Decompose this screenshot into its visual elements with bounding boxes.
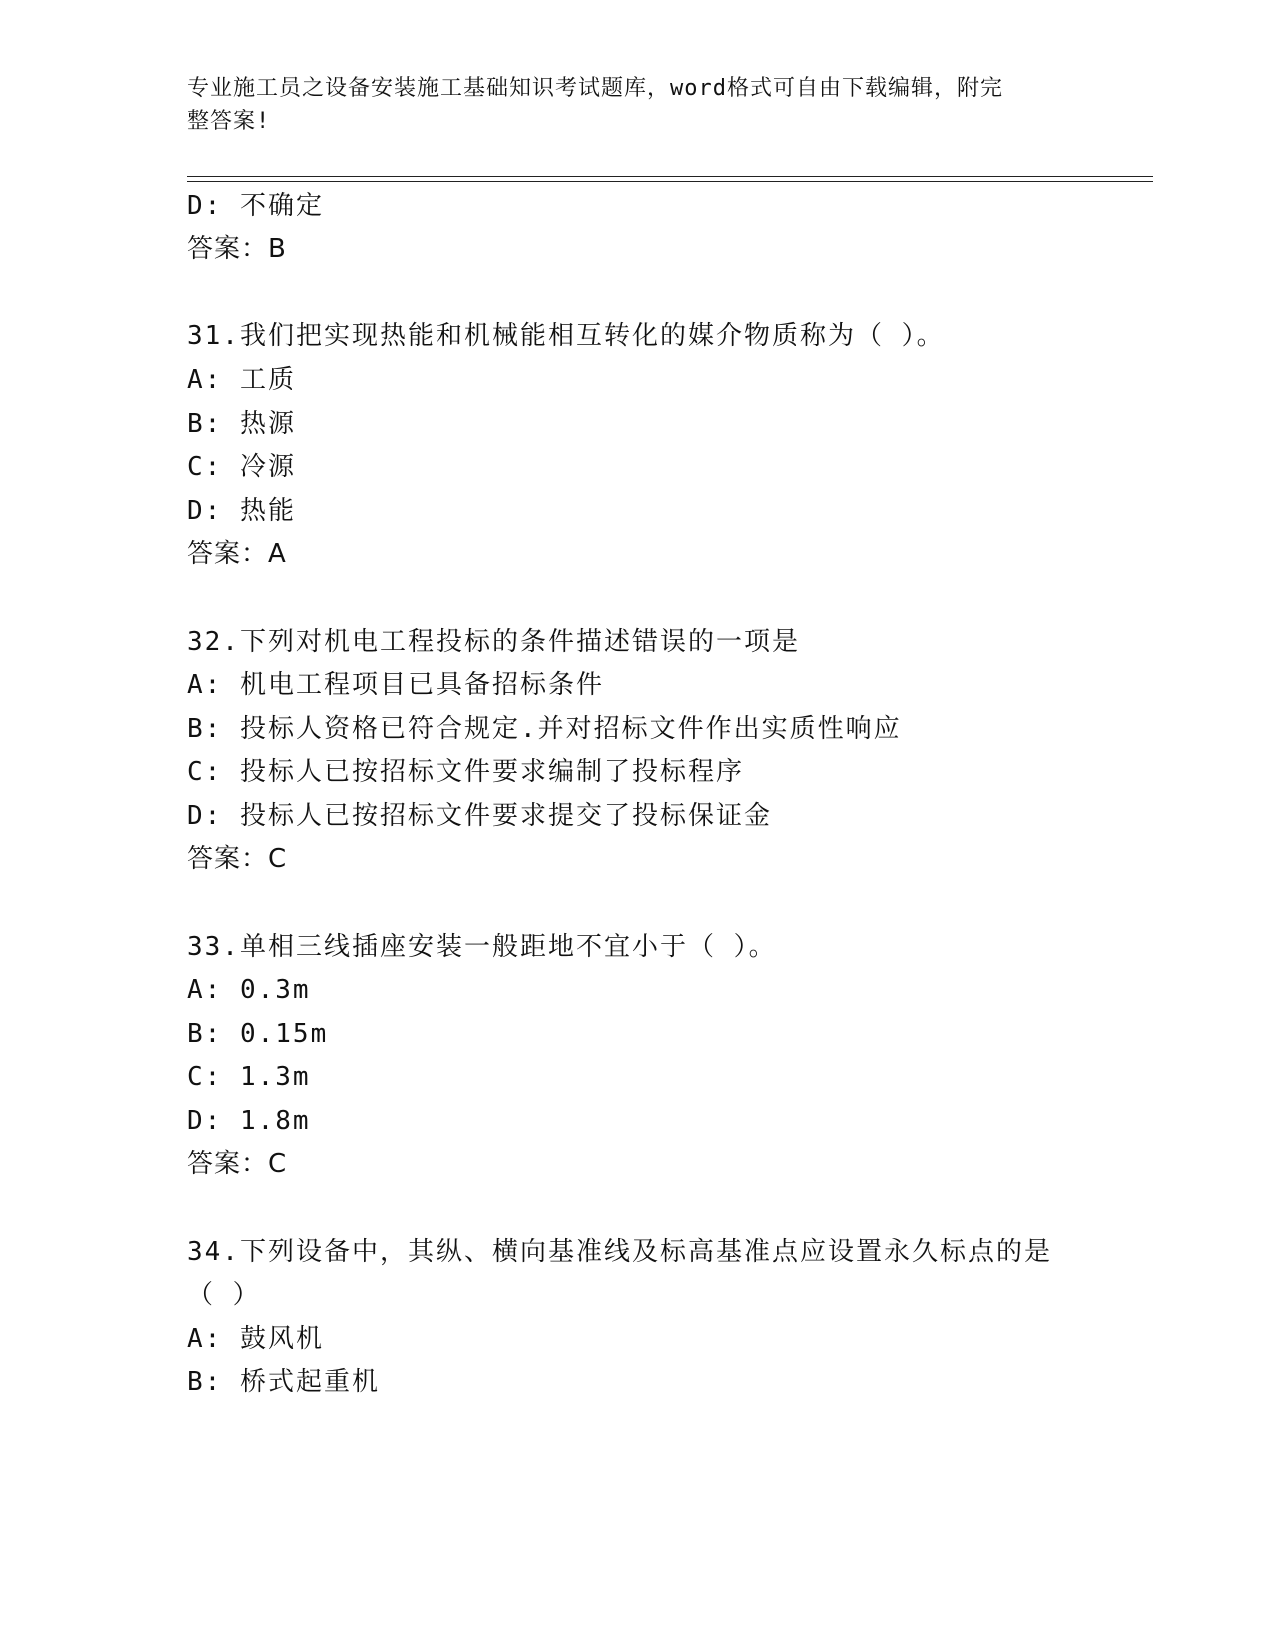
question-32-option-d: D: 投标人已按招标文件要求提交了投标保证金 — [187, 801, 772, 831]
question-34-stem-cont: （ ） — [187, 1280, 261, 1310]
header-rule-top — [187, 176, 1153, 177]
question-33-stem: 33.单相三线插座安装一般距地不宜小于（ ）。 — [187, 932, 777, 962]
header-line-1: 专业施工员之设备安装施工基础知识考试题库，word格式可自由下载编辑，附完 — [187, 76, 1003, 101]
question-32-option-a: A: 机电工程项目已具备招标条件 — [187, 670, 604, 700]
question-33-option-a: A: 0.3m — [187, 975, 311, 1005]
prev-answer: 答案：B — [187, 234, 287, 264]
question-31-stem: 31.我们把实现热能和机械能相互转化的媒介物质称为（ ）。 — [187, 321, 945, 351]
prev-option-d: D: 不确定 — [187, 191, 324, 221]
question-33-option-c: C: 1.3m — [187, 1062, 311, 1092]
question-33-answer: 答案：C — [187, 1149, 288, 1179]
question-31-option-b: B: 热源 — [187, 409, 296, 439]
question-32-answer: 答案：C — [187, 844, 288, 874]
question-32-option-b: B: 投标人资格已符合规定.并对招标文件作出实质性响应 — [187, 714, 902, 744]
question-31-option-a: A: 工质 — [187, 365, 296, 395]
question-31-option-d: D: 热能 — [187, 496, 296, 526]
question-31-option-c: C: 冷源 — [187, 452, 296, 482]
page-header — [187, 72, 1087, 138]
question-33-option-d: D: 1.8m — [187, 1106, 311, 1136]
header-line-2: 整答案! — [187, 109, 271, 134]
question-34-stem: 34.下列设备中，其纵、横向基准线及标高基准点应设置永久标点的是 — [187, 1237, 1052, 1267]
question-34-option-a: A: 鼓风机 — [187, 1324, 324, 1354]
header-rule-bottom — [187, 181, 1153, 182]
question-31-answer: 答案：A — [187, 539, 287, 569]
question-32-stem: 32.下列对机电工程投标的条件描述错误的一项是 — [187, 627, 800, 657]
question-33-option-b: B: 0.15m — [187, 1019, 329, 1049]
question-34-option-b: B: 桥式起重机 — [187, 1367, 380, 1397]
question-32-option-c: C: 投标人已按招标文件要求编制了投标程序 — [187, 757, 744, 787]
